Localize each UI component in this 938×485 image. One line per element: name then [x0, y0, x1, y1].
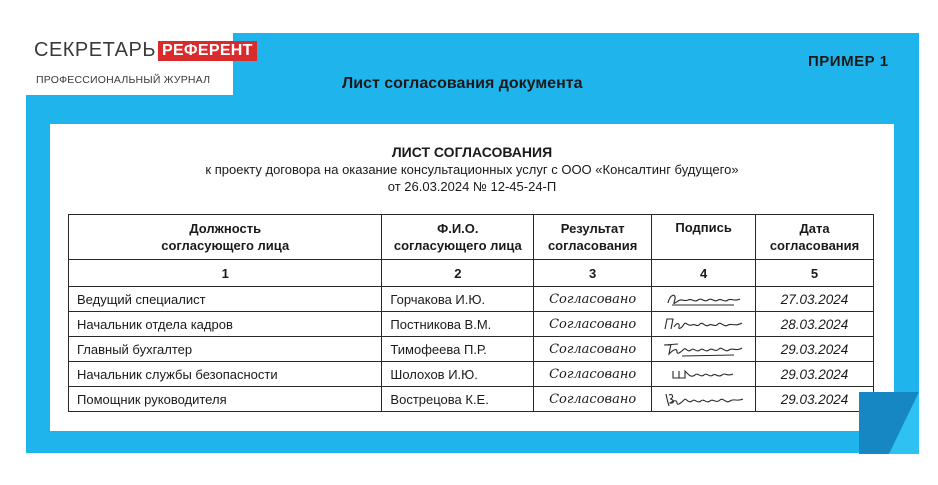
header-signature: Подпись [652, 215, 756, 260]
cell-position: Помощник руководителя [69, 387, 382, 412]
handwritten-signature [662, 315, 746, 333]
cell-result: Согласовано [534, 337, 652, 362]
cell-result: Согласовано [534, 287, 652, 312]
header-position: Должность согласующего лица [69, 215, 382, 260]
cell-signature [652, 362, 756, 387]
handwritten-signature [662, 389, 746, 409]
handwritten-signature [669, 365, 739, 383]
cell-signature [652, 337, 756, 362]
logo-name-part2: РЕФЕРЕНТ [158, 41, 257, 61]
handwritten-signature [664, 290, 744, 308]
cell-result: Согласовано [534, 312, 652, 337]
header-name: Ф.И.О. согласующего лица [382, 215, 534, 260]
brand-logo [24, 33, 253, 95]
approval-table [68, 214, 874, 412]
cell-name: Постникова В.М. [382, 312, 534, 337]
header-result: Результат согласования [534, 215, 652, 260]
cell-signature [652, 387, 756, 412]
column-number-row [69, 260, 874, 287]
logo-wordmark [34, 39, 257, 62]
logo-tagline: ПРОФЕССИОНАЛЬНЫЙ ЖУРНАЛ [36, 74, 211, 86]
table-header-row [69, 215, 874, 260]
document-subtitle-line2: от 26.03.2024 № 12-45-24-П [387, 179, 557, 194]
cell-signature [652, 312, 756, 337]
cell-position: Начальник отдела кадров [69, 312, 382, 337]
column-number: 4 [652, 260, 756, 287]
column-number: 2 [382, 260, 534, 287]
cell-name: Тимофеева П.Р. [382, 337, 534, 362]
cell-position: Главный бухгалтер [69, 337, 382, 362]
cell-name: Горчакова И.Ю. [382, 287, 534, 312]
table-row [69, 362, 874, 387]
cell-date: 28.03.2024 [756, 312, 874, 337]
table-row [69, 387, 874, 412]
cell-date: 29.03.2024 [756, 387, 874, 412]
cell-date: 29.03.2024 [756, 362, 874, 387]
table-row [69, 337, 874, 362]
page-heading: Лист согласования документа [342, 75, 583, 92]
cell-result: Согласовано [534, 387, 652, 412]
table-row [69, 287, 874, 312]
header-date: Дата согласования [756, 215, 874, 260]
handwritten-signature [662, 340, 746, 358]
column-number: 5 [756, 260, 874, 287]
cell-position: Начальник службы безопасности [69, 362, 382, 387]
column-number: 3 [534, 260, 652, 287]
cell-signature [652, 287, 756, 312]
document-subtitle-line1: к проекту договора на оказание консультационных услуг с ООО «Консалтинг будущего» [205, 162, 739, 177]
cell-date: 29.03.2024 [756, 337, 874, 362]
column-number: 1 [69, 260, 382, 287]
document-title: ЛИСТ СОГЛАСОВАНИЯ [391, 144, 553, 160]
cell-name: Шолохов И.Ю. [382, 362, 534, 387]
cell-position: Ведущий специалист [69, 287, 382, 312]
example-label: ПРИМЕР 1 [808, 53, 889, 70]
cell-name: Вострецова К.Е. [382, 387, 534, 412]
document-sheet [50, 124, 894, 431]
table-row [69, 312, 874, 337]
logo-name-part1: СЕКРЕТАРЬ [34, 39, 156, 61]
cell-date: 27.03.2024 [756, 287, 874, 312]
cell-result: Согласовано [534, 362, 652, 387]
